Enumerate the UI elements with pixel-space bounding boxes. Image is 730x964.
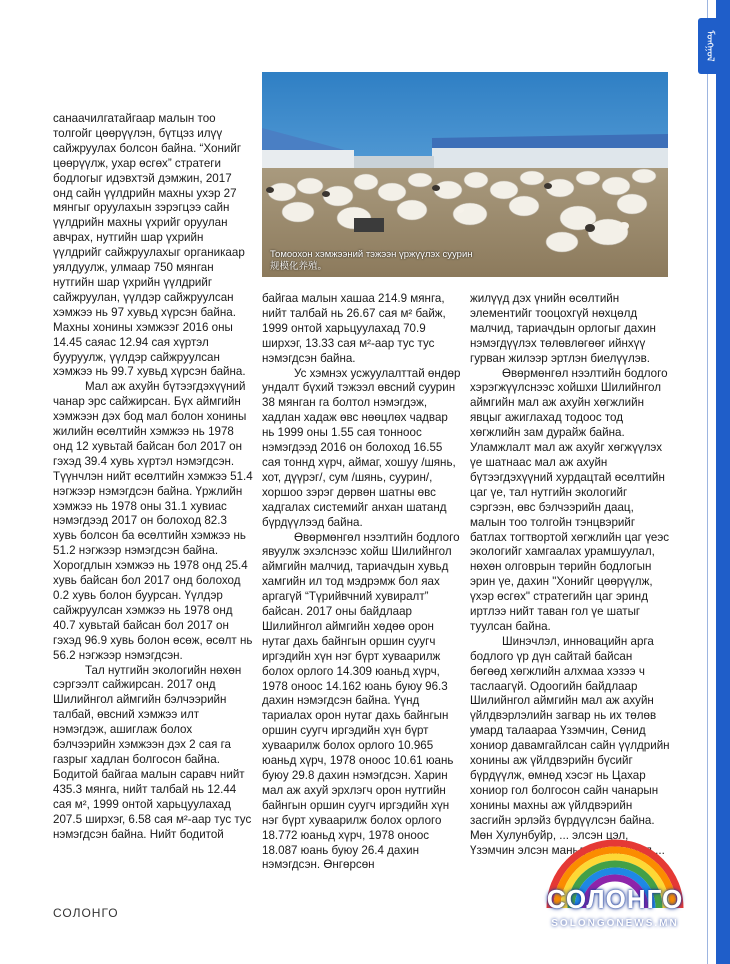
caption-mongolian: Томоохон хэмжээний тэжээн үржүүлэх суурин xyxy=(270,249,473,260)
paragraph: Тал нутгийн экологийн нөхөн сэргээлт сайжирсан. 2017 онд Шилийнгол аймгийн бэлчээрийн талбай, өвсний хэмжээ илт нэмэгдэж, ашиглаж болох бэлчээрийн хэмжээн дэх 2 сая га газрыг хадлан болгосон байна. Бодитой байгаа малын саравч нийт 435.3 мянга, нийт талбай нь 12.44 сая м², 1999 онтой харьцуулахад 207.5 шиpxэг, 6.58 сая м²-аар тус тус нэмэгдсэн байна. Нийт бодитой xyxy=(53,663,252,841)
caption-chinese: 规模化养殖。 xyxy=(270,261,328,272)
paragraph: байгаа малын хашаа 214.9 мянга, нийт талбай нь 26.67 сая м² байж, 1999 онтой харьцуулахад 70.9 шиpxэг, 13.33 сая м²-аар тус тус нэмэгдсэн байна. xyxy=(262,292,446,365)
paragraph: Өвөрмөнгөл нээлтийн бодлого явуулж эхэлснээс хойш Шилийнгол аймгийн малчид, тариачдын хувьд хамгийн ил тод мэдрэмж бол яах аргагүй “Түрийвчний хувиралт” байсан. 2017 оны байдлаар Шилийнгол аймгийн хөдөө орон нутаг дахь байнгын оршин суугч иргэдийн хүн нэг бүрт хуваарилж болох орлого 14.309 юаньд хүрч, 1978 оноос 14.162 юань буюу 96.3 дахин нэмэгдсэн байна. Үүнд тариалах орон нутаг дахь байнгын оршин суугч иргэдийн хүн бүрт хуваарилж болох орлого 10.965 юаньд хүрч, 1978 оноос 10.61 юань буюу 29.8 дахин нэмэгдсэн. Харин мал аж ахуй эрхлэгч орон нутгийн байнгын оршин суугч иргэдийн хүн нэг бүрт хуваарилж болох орлого 18.772 юаньд хүрч, 1978 оноос 18.087 юань буюу 26.4 дахин нэмэгдсэн. Өнгөрсөн xyxy=(262,530,460,872)
article-column-1 xyxy=(53,112,253,842)
paragraph: Ус хэмнэх усжуулалттай өндөр ундалт бүхий тэжээл өвсний суурин 38 мянган га болтол нэмэгдэж, хадлан хадаж өвс нөөцлөх чадвар нь 1999 оны 1.55 сая тонноос нэмэгдээд 2016 он болоход 16.55 сая тоннд хүрч, аймаг, хошуу /шянь, хот, дүүрэг/, сум /шянь, суурин/, хоршоо зэрэг дөрвөн шатны өвс хадгалах системийг анхан шатанд бүрдүүлээд байна. xyxy=(262,366,461,529)
edge-divider-line xyxy=(707,0,708,964)
article-column-3 xyxy=(470,292,670,858)
solongo-logo[interactable] xyxy=(530,826,700,946)
footer-magazine-name: СОЛОНГО xyxy=(53,906,119,920)
logo-brand-text: СОЛОНГО xyxy=(546,884,684,914)
photo-caption xyxy=(270,249,473,273)
mongolian-script-tab: ᠮᠣᠩᠭᠣᠯ xyxy=(698,18,720,74)
sheep-photo-illustration xyxy=(262,72,668,277)
paragraph: Өвөрмөнгөл нээлтийн бодлого хэрэгжүүлснээс хойшхи Шилийнгол аймгийн мал аж ахуйн хөгжлийн явцыг ажиглахад тодоос тод хөгжлийн зам дурайж байна. Уламжлалт мал аж ахуйг хөгжүүлэх үе шатнаас мал аж ахуйн бүтээгдэхүүний хурдацтай өсөлтийн цаг үе, тал нутгийн экологийг сэргээн, өвс бэлчээрийн даац, малын тоо толгойн тэнцвэрийг батлах тогтвортой хөгжлийн цаг үеэс экологийг хамгаалах урамшуулал, нөхөн олговрын төрийн бодлогын эрин үе, дахин "Хонийг цөөрүүлж, үхэр өсгөх" стратегийн цаг эринд иртлээ нийт таван гол үе шатыг туулсан байна. xyxy=(470,366,670,633)
edge-accent-bar xyxy=(716,0,730,964)
paragraph: Шинэчлэл, инновацийн арга бодлого үр дүн сайтай байсан бөгөөд хөгжлийн алхмаа хэзээ ч таслаагүй. Одоогийн байдлаар Шилийнгол аймгийн мал аж ахуйн үйлдвэрлэлийн загвар нь их төлөв умард талаараа Үзэмчин, Сөнид хониор давамгайлсан сайн үүлдрийн хонины аж үйлдвэрийн бүсийг бүрдүүлж, өмнөд хэсэг нь Цахар хониор гол болгосон сайн чанарын хонины махны аж үйлдвэрийн засгийн эрлэйз бүрдүүлсэн байна. Мөн Хулунбуйр, ... элсэн цэл, Үзэмчин элсэн маньд Шилийн гол ... xyxy=(470,634,670,857)
paragraph: санаачилгатайгаар малын тоо толгойг цөөрүүлэн, бүтцэз илүү сайжруулах болсон байна. “Хонийг цөөрүүлж, ухар өсгөх” стратеги бодлогыг идэвхтэй дэмжин, 2017 онд сайн үүлдрийн махны ухэр 27 мянгыг оруулахын зэрэгцээ сайн үүлдрийн махны үхрийг оруулан авчрах, нутгийн шар үхрийн үүлдрийг сайжруулахыг органикаар уялдуулж, улмаар 750 мянган нутгийн шар үхрийн үүлдрийг сайжруулан, үүлдэр сайжруулсан хэмжээ нь 97 хувьд хүрсэн байна. Махны хонины хэмжээг 2016 оны 14.45 саяас 12.94 сая хүртэл бууруулж, үүлдэр сайжруулсан хэмжээ нь 99.7 хувьд хүрсэн байна. xyxy=(53,112,246,379)
article-column-2 xyxy=(262,292,462,873)
sheep-farm-photo xyxy=(262,72,668,277)
paragraph: Мал аж ахуйн бүтээгдэхүүний чанар эрс сайжирсан. Бүх аймгийн хэмжээн дэх бод мал болон хонины жилийн өсөлтийн хэмжээ нь 1978 онд 12 хувьтай байсан бол 2017 он гэхэд 39.4 хувь хүртэл нэмэгдсэн. Түүнчлэн нийт өсөлтийн хэмжээ 51.4 нэгжээр нэмэгдсэн байна. Үржлийн хэмжээ нь 1978 оны 31.1 хувиас нэмэгдээд 2017 он болоход 82.3 хувь болсон ба өсөлтийн хэмжээ нь 51.2 нэгжээр нэмэгдсэн байна. Хорогдлын хэмжээ нь 1978 онд 25.4 хувь байсан бол 2017 онд болоход 0.2 хувь болон буурсан. Үүлдэр сайжруулсан хэмжээ нь 1978 онд 40.7 хувьтай байсан бол 2017 он гэхэд 96.9 хувь болон өсөж, өсөлт нь 56.2 нэгжээр нэмэгдсэн. xyxy=(53,380,253,662)
logo-url-text: SOLONGONEWS.MN xyxy=(551,918,679,929)
paragraph: жилүүд дэх үнийн өсөлтийн элементийг тооцохгүй нөхцөлд малчид, тариачдын орлогыг дахин нэмэгдүүлэх төлөвлөгөөг ийнхүү гурван жилээр эртлэн биелүүлэв. xyxy=(470,292,656,365)
